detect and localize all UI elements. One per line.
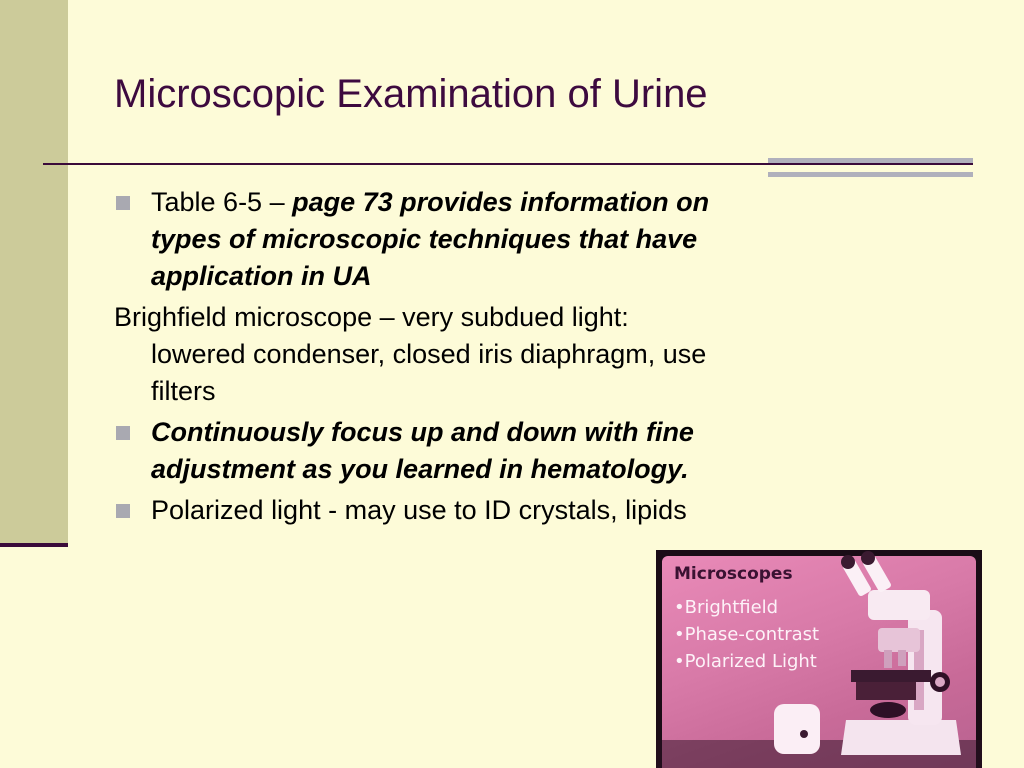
microscope-photo bbox=[656, 550, 982, 768]
bullet-emphasis-text: Continuously focus up and down with fine adjustment as you learned in hematology. bbox=[151, 417, 694, 484]
bullet-emphasis-text: page 73 provides information on types of microscopic techniques that have application in UA bbox=[151, 187, 710, 291]
title-divider bbox=[43, 163, 973, 165]
bullet-item-table bbox=[114, 184, 714, 295]
left-decor-band bbox=[0, 0, 68, 546]
accent-bar-top bbox=[768, 158, 973, 163]
photo-heading: Microscopes bbox=[674, 564, 793, 584]
accent-bar-bottom bbox=[768, 172, 973, 177]
bullet-item-polarized bbox=[114, 492, 714, 529]
bullet-lead-text: Table 6-5 – bbox=[151, 187, 293, 217]
slide-title: Microscopic Examination of Urine bbox=[114, 72, 708, 116]
photo-list-item: •Phase-contrast bbox=[674, 624, 820, 645]
bullet-text: Polarized light - may use to ID crystals, lipids bbox=[151, 495, 687, 525]
slide-body bbox=[114, 184, 714, 533]
photo-list bbox=[674, 594, 819, 675]
photo-list-item: •Polarized Light bbox=[674, 651, 817, 672]
square-bullet-icon bbox=[116, 196, 130, 210]
paragraph-brightfield bbox=[114, 299, 714, 410]
square-bullet-icon bbox=[116, 504, 130, 518]
square-bullet-icon bbox=[116, 426, 130, 440]
bullet-item-focus bbox=[114, 414, 714, 488]
photo-list-item: •Brightfield bbox=[674, 597, 779, 618]
paragraph-text: Brighfield microscope – very subdued light: lowered condenser, closed iris diaphragm, use filters bbox=[114, 302, 707, 406]
left-decor-line bbox=[0, 543, 68, 547]
